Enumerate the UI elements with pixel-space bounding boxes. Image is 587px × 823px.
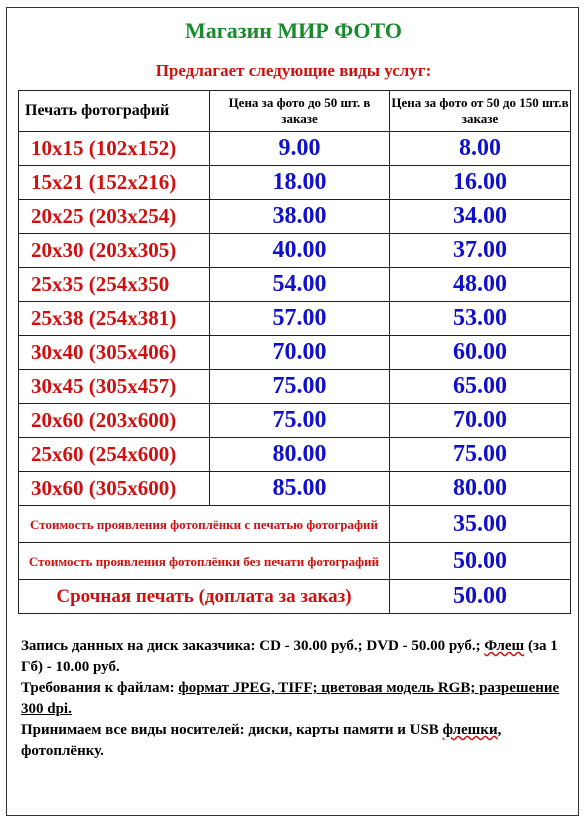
service-price-cell: 50.00 xyxy=(390,580,571,614)
note-media-prefix: Принимаем все виды носителей: диски, карты памяти и USB xyxy=(21,722,443,738)
price-up-to-50-cell: 80.00 xyxy=(210,438,390,472)
price-up-to-50-cell: 38.00 xyxy=(210,200,390,234)
table-row xyxy=(19,404,571,438)
table-row xyxy=(19,336,571,370)
note-req-details: формат JPEG, TIFF; цветовая модель RGB; разрешение 300 dpi. xyxy=(21,680,560,717)
price-up-to-50-cell: 85.00 xyxy=(210,472,390,506)
table-row xyxy=(19,166,571,200)
notes-section xyxy=(21,636,569,762)
page-subtitle: Предлагает следующие виды услуг: xyxy=(155,61,432,80)
page-title: Магазин МИР ФОТО xyxy=(184,18,403,43)
price-up-to-50-cell: 40.00 xyxy=(210,234,390,268)
service-row xyxy=(19,543,571,580)
note-disk-recording xyxy=(21,636,569,678)
note-media-flash-word: флешки xyxy=(442,722,498,738)
note-disk-suffix: (за 1 Гб) - 10.00 руб. xyxy=(21,638,558,675)
price-up-to-50-cell: 75.00 xyxy=(210,404,390,438)
note-accepted-media xyxy=(21,720,569,762)
service-price-cell: 35.00 xyxy=(390,506,571,543)
table-row xyxy=(19,234,571,268)
column-header-price-50-150: Цена за фото от 50 до 150 шт.в заказе xyxy=(390,91,571,132)
price-up-to-50-cell: 18.00 xyxy=(210,166,390,200)
photo-size-cell: 30x45 (305x457) xyxy=(19,370,210,404)
column-header-size: Печать фотографий xyxy=(19,91,210,132)
table-row xyxy=(19,472,571,506)
photo-size-cell: 25x35 (254x350 xyxy=(19,268,210,302)
service-row xyxy=(19,506,571,543)
table-row xyxy=(19,132,571,166)
photo-size-cell: 20x25 (203x254) xyxy=(19,200,210,234)
price-50-150-cell: 53.00 xyxy=(390,302,571,336)
note-req-prefix: Требования к файлам: xyxy=(21,680,179,696)
note-flash-word: Флеш xyxy=(484,638,525,654)
price-50-150-cell: 8.00 xyxy=(390,132,571,166)
service-label-cell: Стоимость проявления фотоплёнки с печатью фотографий xyxy=(19,506,390,543)
table-row xyxy=(19,200,571,234)
price-table xyxy=(18,90,571,614)
note-file-requirements xyxy=(21,678,569,720)
table-row xyxy=(19,268,571,302)
photo-size-cell: 20x60 (203x600) xyxy=(19,404,210,438)
photo-size-cell: 30x40 (305x406) xyxy=(19,336,210,370)
service-rows xyxy=(19,506,571,614)
service-label-cell: Стоимость проявления фотоплёнки без печати фотографий xyxy=(19,543,390,580)
table-row xyxy=(19,302,571,336)
price-up-to-50-cell: 75.00 xyxy=(210,370,390,404)
price-50-150-cell: 37.00 xyxy=(390,234,571,268)
photo-size-cell: 25x38 (254x381) xyxy=(19,302,210,336)
column-header-price-up-to-50: Цена за фото до 50 шт. в заказе xyxy=(210,91,390,132)
price-50-150-cell: 34.00 xyxy=(390,200,571,234)
price-up-to-50-cell: 57.00 xyxy=(210,302,390,336)
price-50-150-cell: 80.00 xyxy=(390,472,571,506)
price-up-to-50-cell: 9.00 xyxy=(210,132,390,166)
price-50-150-cell: 60.00 xyxy=(390,336,571,370)
service-label-cell: Срочная печать (доплата за заказ) xyxy=(19,580,390,614)
price-50-150-cell: 70.00 xyxy=(390,404,571,438)
photo-size-cell: 30x60 (305x600) xyxy=(19,472,210,506)
note-media-suffix: , фотоплёнку. xyxy=(21,722,502,759)
service-row xyxy=(19,580,571,614)
table-row xyxy=(19,370,571,404)
price-rows xyxy=(19,132,571,506)
photo-size-cell: 15x21 (152x216) xyxy=(19,166,210,200)
price-50-150-cell: 48.00 xyxy=(390,268,571,302)
price-up-to-50-cell: 70.00 xyxy=(210,336,390,370)
price-up-to-50-cell: 54.00 xyxy=(210,268,390,302)
note-disk-prefix: Запись данных на диск заказчика: CD - 30.00 руб.; DVD - 50.00 руб.; xyxy=(21,638,485,654)
photo-size-cell: 20x30 (203x305) xyxy=(19,234,210,268)
table-header-row xyxy=(19,91,571,132)
price-50-150-cell: 16.00 xyxy=(390,166,571,200)
price-50-150-cell: 65.00 xyxy=(390,370,571,404)
price-50-150-cell: 75.00 xyxy=(390,438,571,472)
photo-size-cell: 10x15 (102x152) xyxy=(19,132,210,166)
photo-size-cell: 25x60 (254x600) xyxy=(19,438,210,472)
service-price-cell: 50.00 xyxy=(390,543,571,580)
table-row xyxy=(19,438,571,472)
